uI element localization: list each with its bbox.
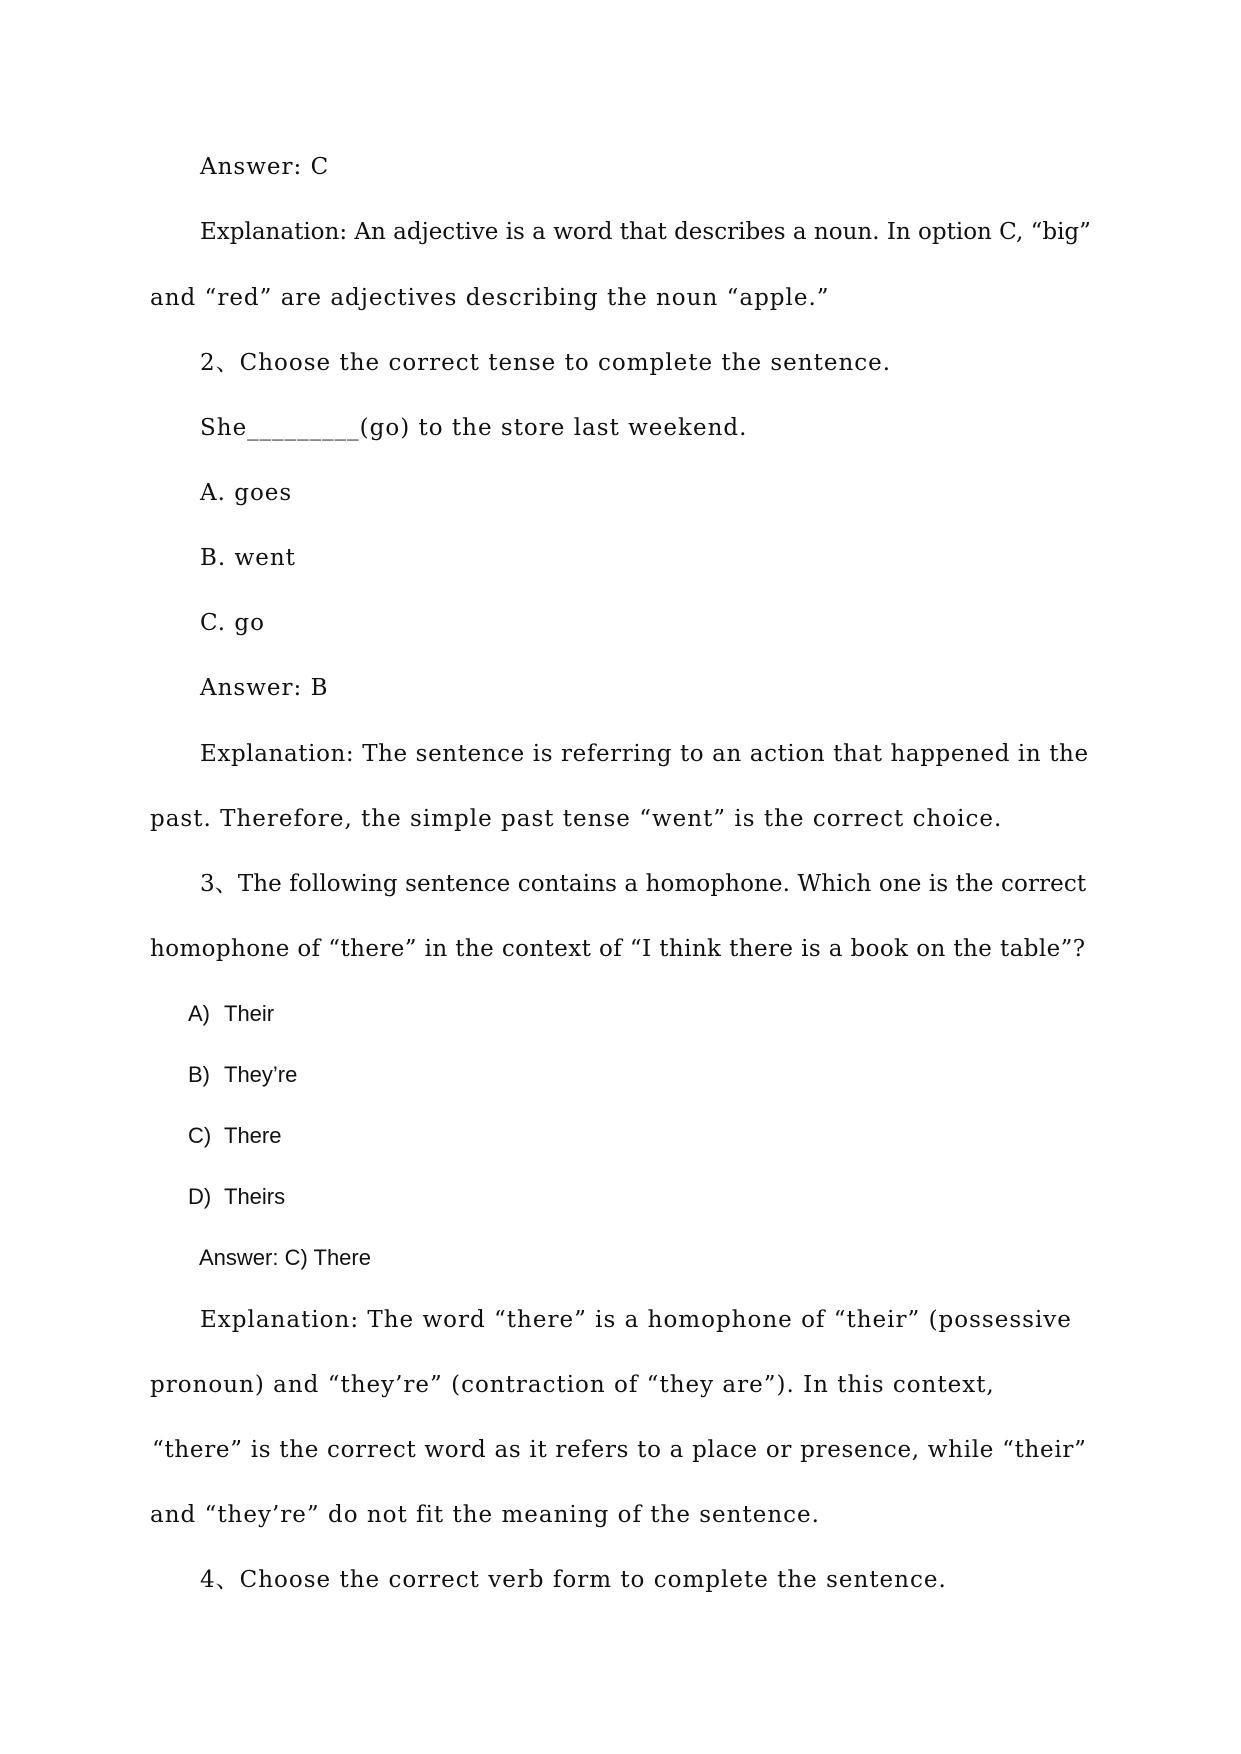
q2-answer: Answer: B <box>200 675 329 701</box>
q3-option-b-text: They’re <box>224 1062 298 1087</box>
q3-explanation-line-3: “there” is the correct word as it refers to a place or presence, while “their” <box>152 1437 1087 1463</box>
q3-option-d <box>188 1182 285 1212</box>
q3-option-c <box>188 1121 281 1151</box>
q2-explanation-line-2: past. Therefore, the simple past tense “went” is the correct choice. <box>150 806 1003 832</box>
q2-explanation-line-1: Explanation: The sentence is referring to an action that happened in the <box>200 741 1089 767</box>
q3-option-c-letter: C) <box>188 1123 212 1148</box>
q3-explanation-line-1: Explanation: The word “there” is a homophone of “their” (possessive <box>200 1307 1072 1333</box>
q3-answer: Answer: C) There <box>199 1245 371 1270</box>
q2-prompt: 2、Choose the correct tense to complete the sentence. <box>200 350 892 376</box>
q3-prompt-line-2: homophone of “there” in the context of “I think there is a book on the table”? <box>150 936 1086 962</box>
q3-option-d-letter: D) <box>188 1184 212 1209</box>
q3-option-c-text: There <box>224 1123 282 1148</box>
q1-answer: Answer: C <box>200 154 330 180</box>
q2-option-c: C. go <box>200 610 265 636</box>
q2-option-b: B. went <box>200 545 296 571</box>
q2-sentence: She_________(go) to the store last weekend. <box>200 415 748 441</box>
q3-option-b <box>188 1060 297 1090</box>
q2-option-a: A. goes <box>200 480 293 506</box>
q3-option-d-text: Theirs <box>224 1184 286 1209</box>
q3-prompt-line-1: 3、The following sentence contains a homophone. Which one is the correct <box>200 871 1087 897</box>
q1-explanation-line-1: Explanation: An adjective is a word that describes a noun. In option C, “big” <box>200 219 1091 245</box>
q3-option-a-text: Their <box>224 1001 275 1026</box>
q3-option-b-letter: B) <box>188 1062 210 1087</box>
q3-explanation-line-2: pronoun) and “they’re” (contraction of “they are”). In this context, <box>150 1372 995 1398</box>
q3-option-a <box>188 999 274 1029</box>
q3-explanation-line-4: and “they’re” do not fit the meaning of the sentence. <box>150 1502 820 1528</box>
q4-prompt: 4、Choose the correct verb form to complete the sentence. <box>200 1567 947 1593</box>
q1-explanation-line-2: and “red” are adjectives describing the noun “apple.” <box>150 285 830 311</box>
q3-option-a-letter: A) <box>188 1001 210 1026</box>
